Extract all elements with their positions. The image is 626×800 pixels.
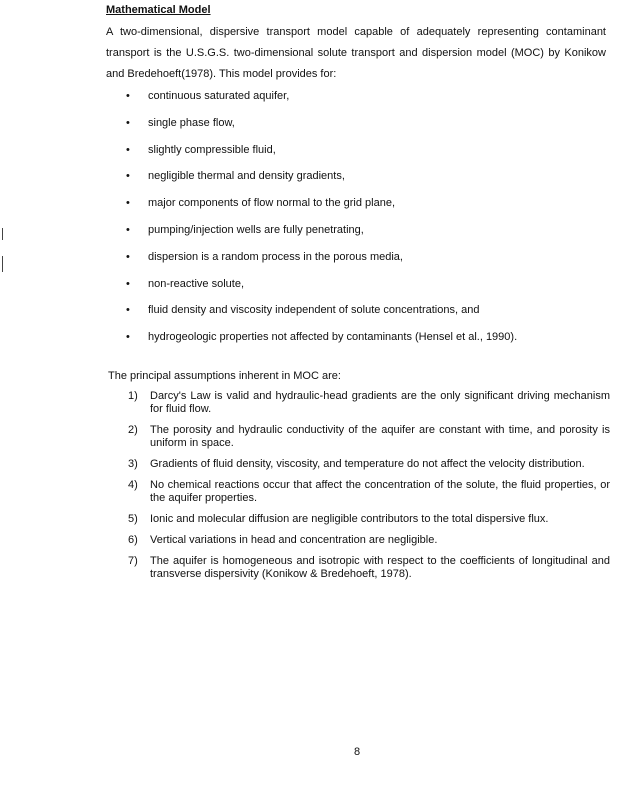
list-item: 7) The aquifer is homogeneous and isotropic with respect to the coefficients of longitudinal and transverse dispersivity (Konikow & Bredehoeft, 1978).: [128, 555, 610, 580]
bullet-glyph: •: [126, 331, 130, 344]
list-item: • major components of flow normal to the grid plane,: [126, 197, 396, 210]
list-item: • slightly compressible fluid,: [126, 143, 276, 156]
item-number: 6): [128, 534, 138, 546]
item-number: 4): [128, 479, 138, 491]
list-item: 5) Ionic and molecular diffusion are negligible contributors to the total dispersive flux.: [128, 513, 549, 525]
list-item: 2) The porosity and hydraulic conductivity of the aquifer are constant with time, and porosity is uniform in space.: [128, 424, 610, 449]
bullet-glyph: •: [126, 250, 130, 263]
bullet-glyph: •: [126, 170, 130, 183]
intro-paragraph: A two-dimensional, dispersive transport model capable of adequately representing contaminant transport is the U.S.G.S. two-dimensional solute transport and dispersion model (MOC) by Konikow and Bredehoeft(1978). This model provides for:: [106, 26, 606, 80]
section-heading: Mathematical Model: [106, 4, 211, 16]
item-number: 1): [128, 390, 138, 402]
scan-artifact: [2, 228, 3, 240]
bullet-glyph: •: [126, 304, 130, 317]
list-item: • dispersion is a random process in the porous media,: [126, 250, 403, 263]
item-number: 7): [128, 555, 138, 567]
list-item: • single phase flow,: [126, 116, 235, 129]
provisions-list: [126, 88, 606, 356]
list-item: • pumping/injection wells are fully penetrating,: [126, 223, 364, 236]
list-item: 3) Gradients of fluid density, viscosity, and temperature do not affect the velocity distribution.: [128, 458, 585, 470]
list-item: • negligible thermal and density gradients,: [126, 170, 345, 183]
list-item: • hydrogeologic properties not affected by contaminants (Hensel et al., 1990).: [126, 331, 518, 344]
bullet-glyph: •: [126, 90, 130, 102]
scan-artifact: [2, 256, 3, 272]
item-number: 2): [128, 424, 138, 436]
bullet-glyph: •: [126, 143, 130, 156]
list-item: • non-reactive solute,: [126, 277, 244, 290]
item-number: 3): [128, 458, 138, 470]
item-number: 5): [128, 513, 138, 525]
list-item: 1) Darcy's Law is valid and hydraulic-head gradients are the only significant driving mechanism for fluid flow.: [128, 390, 610, 415]
assumptions-intro: The principal assumptions inherent in MOC are:: [108, 370, 341, 382]
assumptions-list: [128, 390, 610, 589]
bullet-glyph: •: [126, 116, 130, 129]
page-number: 8: [354, 746, 361, 758]
list-item: • fluid density and viscosity independent of solute concentrations, and: [126, 304, 480, 317]
list-item: • continuous saturated aquifer,: [126, 90, 290, 102]
bullet-glyph: •: [126, 277, 130, 290]
list-item: 4) No chemical reactions occur that affect the concentration of the solute, the fluid properties, or the aquifer properties.: [128, 479, 610, 504]
list-item: 6) Vertical variations in head and concentration are negligible.: [128, 534, 438, 546]
bullet-glyph: •: [126, 223, 130, 236]
bullet-glyph: •: [126, 197, 130, 210]
